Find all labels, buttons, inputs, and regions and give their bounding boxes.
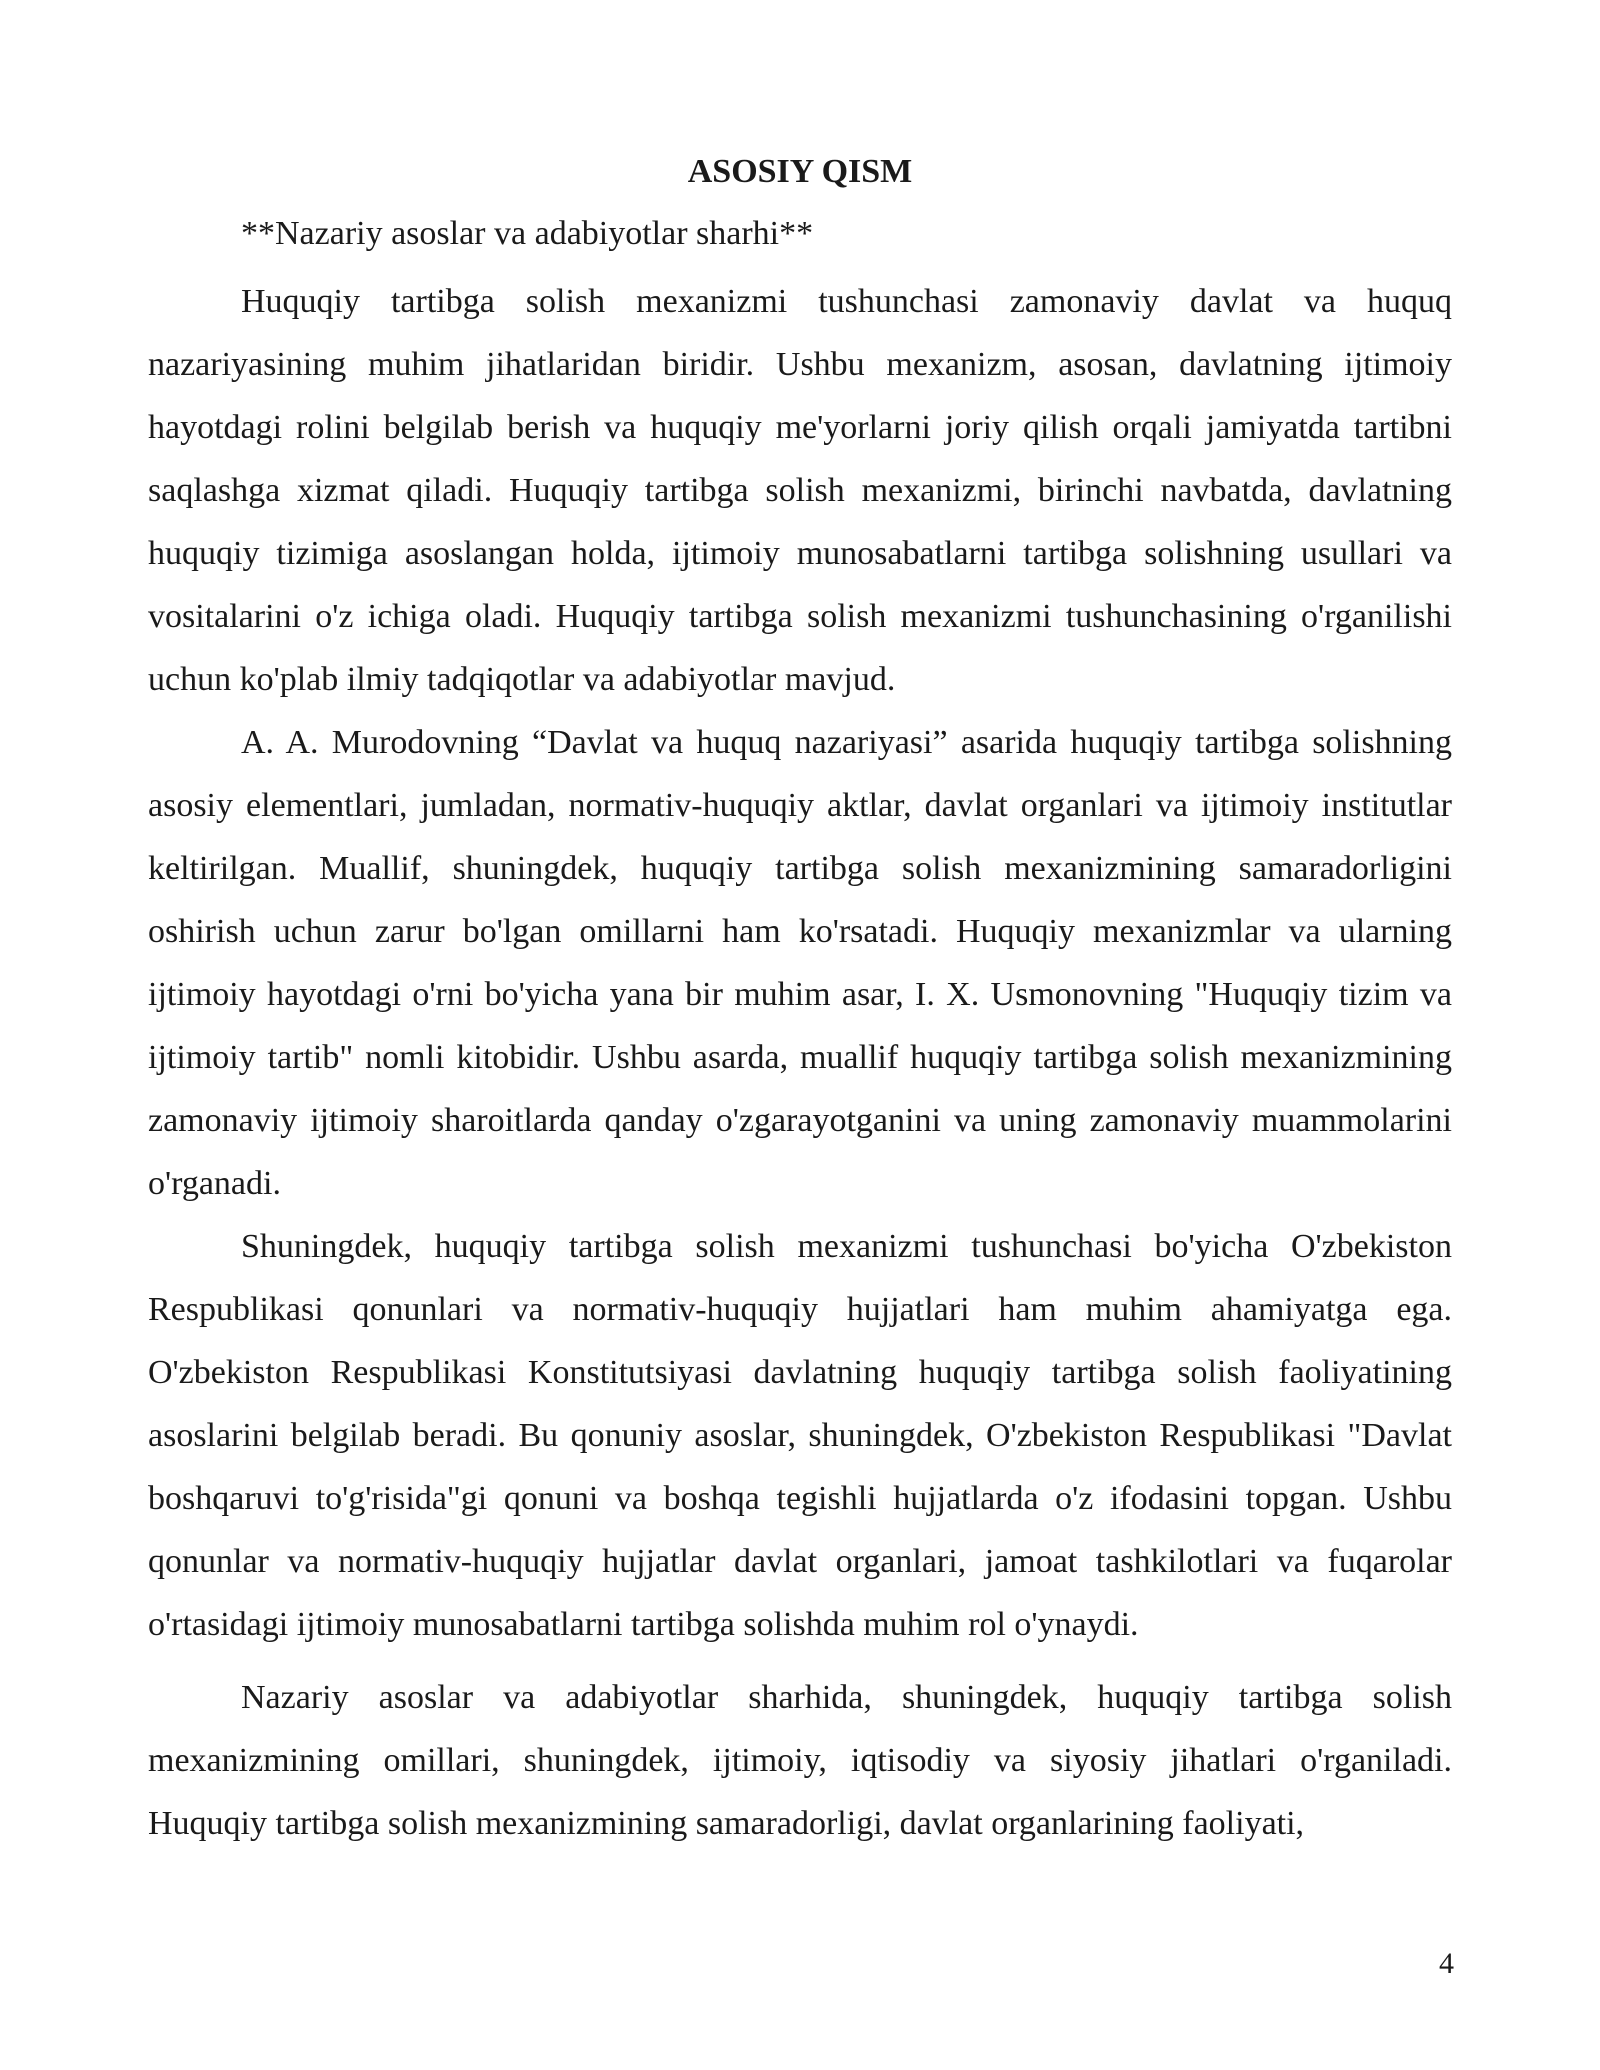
page-content [148, 146, 1452, 1855]
paragraph-2: A. A. Murodovning “Davlat va huquq nazariyasi” asarida huquqiy tartibga solishning asosiy elementlari, jumladan, normativ-huquqiy aktlar, davlat organlari va ijtimoiy institutlar keltirilgan. Muallif, shuningdek, huquqiy tartibga solish mexanizmining samaradorligini oshirish uchun zarur bo'lgan omillarni ham ko'rsatadi. Huquqiy mexanizmlar va ularning ijtimoiy hayotdagi o'rni bo'yicha yana bir muhim asar, I. X. Usmonovning "Huquqiy tizim va ijtimoiy tartib" nomli kitobidir. Ushbu asarda, muallif huquqiy tartibga solish mexanizmining zamonaviy ijtimoiy sharoitlarda qanday o'zgarayotganini va uning zamonaviy muammolarini o'rganadi. [148, 724, 1452, 1202]
paragraph-4: Nazariy asoslar va adabiyotlar sharhida, shuningdek, huquqiy tartibga solish mexanizmining omillari, shuningdek, ijtimoiy, iqtisodiy va siyosiy jihatlari o'rganiladi. Huquqiy tartibga solish mexanizmining samaradorligi, davlat organlarining faoliyati, [148, 1679, 1452, 1842]
section-heading: ASOSIY QISM [687, 153, 913, 190]
subsection-heading: **Nazariy asoslar va adabiyotlar sharhi** [241, 215, 814, 252]
page-number: 4 [1439, 1947, 1454, 1980]
paragraph-1: Huquqiy tartibga solish mexanizmi tushunchasi zamonaviy davlat va huquq nazariyasining muhim jihatlaridan biridir. Ushbu mexanizm, asosan, davlatning ijtimoiy hayotdagi rolini belgilab berish va huquqiy me'yorlarni joriy qilish orqali jamiyatda tartibni saqlashga xizmat qiladi. Huquqiy tartibga solish mexanizmi, birinchi navbatda, davlatning huquqiy tizimiga asoslangan holda, ijtimoiy munosabatlarni tartibga solishning usullari va vositalarini o'z ichiga oladi. Huquqiy tartibga solish mexanizmi tushunchasining o'rganilishi uchun ko'plab ilmiy tadqiqotlar va adabiyotlar mavjud. [148, 283, 1452, 698]
paragraph-3: Shuningdek, huquqiy tartibga solish mexanizmi tushunchasi bo'yicha O'zbekiston Respublikasi qonunlari va normativ-huquqiy hujjatlari ham muhim ahamiyatga ega. O'zbekiston Respublikasi Konstitutsiyasi davlatning huquqiy tartibga solish faoliyatining asoslarini belgilab beradi. Bu qonuniy asoslar, shuningdek, O'zbekiston Respublikasi "Davlat boshqaruvi to'g'risida"gi qonuni va boshqa tegishli hujjatlarda o'z ifodasini topgan. Ushbu qonunlar va normativ-huquqiy hujjatlar davlat organlari, jamoat tashkilotlari va fuqarolar o'rtasidagi ijtimoiy munosabatlarni tartibga solishda muhim rol o'ynaydi. [148, 1228, 1452, 1643]
